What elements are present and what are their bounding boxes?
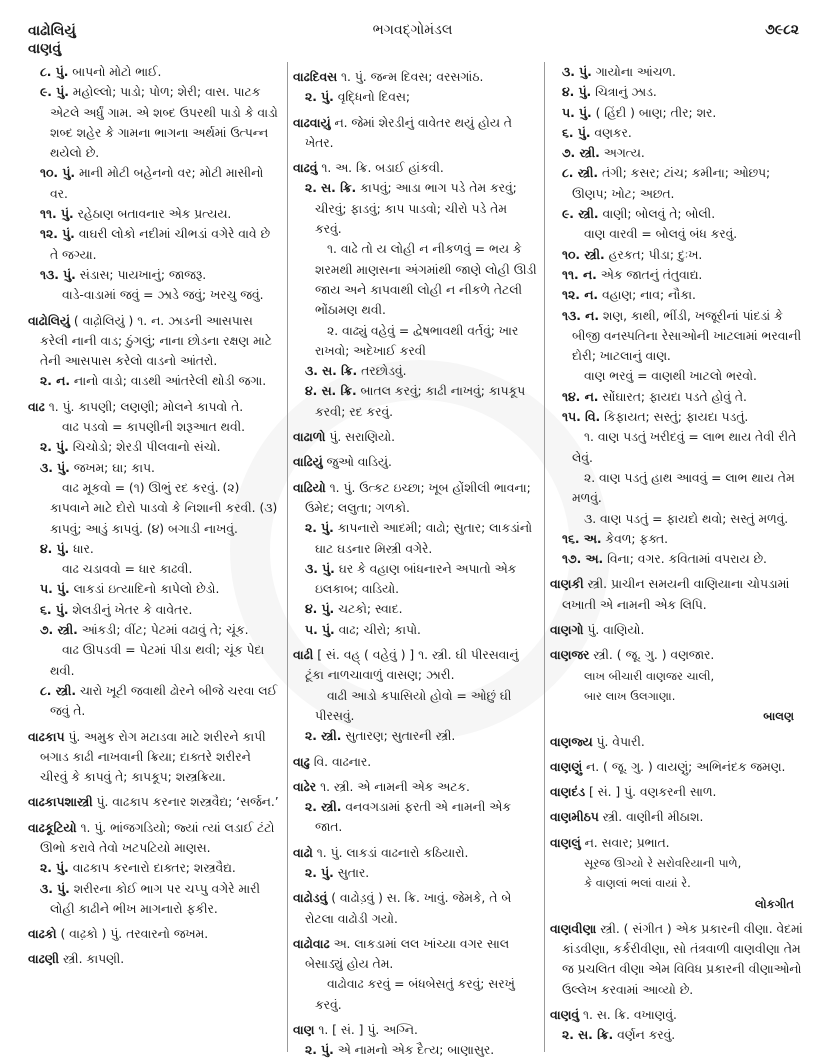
definition-text: શેલડીનું ખેતર કે વાવેતર. [68,602,193,617]
sense-label: ૯. પું. [40,85,69,100]
definition-text: વાઢ ચડાવવો = ધાર કાઢવી. [62,562,193,577]
dictionary-entry [293,478,537,519]
dictionary-entry [550,645,804,665]
sense-label: ૧૧. ન. [562,267,597,282]
definition-text: બાર લાખ ઉલગાણા. [584,688,676,703]
sense-line [293,599,537,619]
sense-label: ૧૦. પું. [40,166,76,181]
definition-text: એ નામનો એક દૈત્ય; બાણાસુર. [333,1043,495,1058]
sense-line [293,726,537,746]
sense-label: ૨. સ. ક્રિ. [305,181,357,196]
sense-label: ૩. પું. [305,561,335,576]
sense-label: ૭. સ્ત્રી. [40,623,78,638]
headword: વાઢવું [293,161,318,176]
sense-label: ૪. પું. [40,541,70,556]
definition-text: વાણ વારવી = બોલવું બંધ કરવું. [584,227,738,242]
column-2 [293,62,537,1061]
sense-line [550,245,804,265]
definition-text: ૧. પું. જન્મ દિવસ; વરસગાંઠ. [337,70,484,84]
headword: વાણલું [550,835,581,850]
dictionary-entry [293,113,537,154]
dictionary-entry [293,934,537,975]
dictionary-entry [293,752,537,772]
dictionary-entry [28,924,282,944]
page-number: ૭૯૮૨ [765,22,799,38]
definition-text: પું. વેપારી. [592,734,645,749]
definition-text: કાપવું; આડા ભાગ પડે તેમ કરવું; ચીરવું; ફાડવું; કાપ પાડવો; ચીરો પડે તેમ કરવું. [315,181,517,237]
headword: વાઢકૂટિયો [28,820,77,835]
definition-text: વાણી; બોલવું તે; બોલી. [598,207,716,222]
sense-line [550,62,804,82]
sense-line [28,620,282,640]
example-line [293,974,537,1015]
dictionary-entry [293,427,537,447]
example-line [550,224,804,244]
headword: વાણવીણા [550,921,597,936]
definition-text: અગત્ય. [599,146,645,161]
sense-line [28,858,282,878]
definition-text: તરછોડવું. [357,364,407,379]
definition-text: એક જાતનું તંતુવાદ્ય. [596,267,703,282]
sense-label: ૮. સ્ત્રી. [562,166,599,181]
definition-text: કે વાણલાં ભલાં વાયાં રે. [584,876,691,891]
sense-line [293,559,537,600]
definition-text: ૧. સ્ત્રી. એ નામની એક અટક. [316,779,470,794]
sense-line [550,549,804,569]
sense-line [28,224,282,265]
verse-line [550,666,804,686]
definition-text: વહાણ; નાવ; નૌકા. [598,288,696,303]
definition-text: વાઢ; ચીરો; કાપો. [334,622,421,637]
definition-text: માની મોટી બહેનનો વર; મોટી માસીનો વર. [50,166,264,201]
sense-line [28,82,282,163]
definition-text: ૧. વાણ પડતું ખરીદવું = લાભ થાય તેવી રીતે લેવું. [572,430,797,465]
definition-text: શરીરના કોઈ ભાગ પર ચપ્પુ વગેરે મારી લોહી કાઢીને ભીખ માગનારો ફકીર. [50,881,260,916]
definition-text: ( વાઢોડ઼વું ) સ. ક્રિ. ખાવું. જેમકે, તે બે રોટલા વાઢોડી ગયો. [305,891,512,926]
sense-line [550,1025,804,1045]
sense-line [28,371,282,391]
headword: વાણવું [550,1008,580,1023]
sense-label: ૧૩. ન. [562,308,600,323]
sense-line [28,163,282,204]
definition-text: વાણ ભરવું = વાણથી ખાટલો ભરવો. [584,369,757,384]
sense-line [550,407,804,427]
sense-label: ૫. પું. [40,582,70,597]
dictionary-entry [28,792,282,812]
definition-text: મહોલ્લો; પાડો; પોળ; શેરી; વાસ. પાટક એટલે અર્ધું ગામ. એ શબ્દ ઉપરથી પાડો કે વાડો શબ્દ શહેર કે ગામના ભાગના અર્થમાં ઉત્પન્ન થયેલો છે. [50,85,278,161]
definition-text: ( વાઢ઼કો ) પું. તરવારનો જખમ. [56,927,209,942]
definition-text: સોંઘારત; ફાયદા પડતે હોવું તે. [598,389,747,404]
definition-text: સુતાર. [333,865,370,880]
sense-label: ૩. પું. [40,460,70,475]
definition-text: ચારો ખૂટી જવાથી ઢોરને બીજે ચરવા લઈ જવું તે. [50,683,278,719]
sense-line [550,82,804,102]
verse-source [550,894,804,914]
definition-text: સ્ત્રી. વાણીની મીઠાશ. [598,810,704,825]
headword: વાઢિયું [293,455,323,470]
dictionary-entry [550,807,804,827]
definition-text: લાકડાં ઇત્યાદિનો કાપેલો છેડો. [69,582,220,597]
definition-text: બાલણ [763,709,794,724]
definition-text: ૧. સ. ક્રિ. વખાણવું. [579,1008,677,1023]
definition-text: પું. અમુક રોગ મટાડવા માટે શરીરને કાપી બગાડ કાઢી નાખવાની ક્રિયા; દાક્તરે શરીરને ચીરવું કે કાપવું તે; કાપકૂપ; શસ્ત્રક્રિયા. [40,729,266,785]
definition-text: સ્ત્રી. ( જૂ. ગુ. ) વણજાર. [589,648,715,663]
definition-text: ઘર કે વહાણ બાંધનારને અપાતો એક ઇલકાબ; વાડિયો. [315,561,517,597]
dictionary-entry [550,919,804,1000]
headword: વાઢોવાઢ [293,936,330,951]
definition-text: ન. ( જૂ. ગુ. ) વાયણું; અભિનંદક જમણ. [582,759,786,774]
definition-text: વાઢી આડો કપાસિયો હોવો = ઓછું ઘી પીરસવું. [315,688,512,723]
definition-text: ચિત્રાનું ઝાડ. [591,85,657,100]
sense-label: ૧૭. અ. [562,552,604,567]
sense-label: ૧૬. અ. [562,531,602,546]
definition-text: ૧. [ સં. ] પું. અગ્નિ. [314,1023,418,1038]
dictionary-entry [293,67,537,87]
definition-text: સ્ત્રી. કાપણી. [59,952,125,967]
definition-text: વર્ણન કરવું. [613,1028,676,1043]
definition-text: જખમ; ઘા; કાપ. [69,460,155,475]
definition-text: ૩. વાણ પડતું = ફાયદો થવો; સસ્તું મળવું. [584,511,789,526]
sense-label: ૨. પું. [305,1043,334,1058]
sense-label: ૮. સ્ત્રી. [40,683,77,698]
sense-label: ૩. સ. ક્રિ. [305,364,358,379]
sense-line [293,87,537,107]
sense-label: ૫. પું. [562,105,592,120]
dictionary-entry [550,732,804,752]
example-line [293,686,537,727]
dictionary-entry [293,452,537,472]
definition-text: બાતલ કરવું; કાઢી નાખવું; કાપકૂપ કરવી; રદ કરવું. [315,384,526,419]
definition-text: જુઓ વાડિયું. [322,455,392,470]
sense-line [28,579,282,599]
headword: વાઢોલિયું [28,313,71,328]
dictionary-entry [28,727,282,788]
dictionary-entry [28,949,282,969]
sense-line [550,285,804,305]
headword: વાઢદિવસ [293,70,338,84]
dictionary-entry [293,843,537,863]
dictionary-entry [28,818,282,859]
headword: વાણજ્ય [550,734,593,749]
definition-text: વિ. વાઢનાર. [309,754,372,769]
sense-label: ૩. પું. [562,65,592,79]
sense-line [550,143,804,163]
definition-text: કેવળ; ફક્ત. [601,531,668,546]
sense-label: ૬. પું. [40,602,69,617]
dictionary-entry [28,397,282,417]
headword: વાણગો [550,623,584,638]
headword: વાણદંડ [550,785,586,800]
definition-text: ૧. પું. કાપણી; લણણી; મોલને કાપવો તે. [44,399,244,414]
definition-text: સ્ત્રી. ( સંગીત ) એક પ્રકારની વીણા. વેદમાં કાંડવીણા, કર્કરીવીણા, સો તંત્રવાળી વાણવીણા તેમ જ પ્રચલિત વીણા એમ વિવિધ પ્રકારની વીણાઓનો ઉલ્લેખ કરવામાં આવ્યો છે. [562,921,803,997]
sense-label: ૨. સ્ત્રી. [305,800,342,815]
definition-text: ( વાઢ઼ોલિયું ) ૧. ન. ઝાડની આસપાસ કરેલી નાની વાડ; ઠુંગલું; નાના છોડના રક્ષણ માટે તેની આસપાસ કરેલો વાડનો આંતરો. [40,313,272,369]
definition-text: હરકત; પીડા; દુઃખ. [604,247,703,262]
definition-text: કિફાયત; સસ્તું; ફાયદા પડતું. [600,410,749,425]
sense-label: ૨. પું. [305,90,334,105]
sense-line [293,178,537,239]
definition-text: ૧. પું. લાકડાં વાઢનારો કઠિયારો. [312,845,469,860]
definition-text: વાઘરી લોકો નદીમાં ચીભડાં વગેરે વાવે છે તે જગ્યા. [50,227,270,262]
example-line [28,559,282,579]
verse-source [550,706,804,726]
sense-label: ૬. પું. [562,125,591,140]
definition-text: ન. જેમાં શેરડીનું વાવેતર થયું હોય તે ખેતર. [305,115,512,150]
definition-text: કાપનારો આદમી; વાઢો; સુતાર; લાકડાંનો ઘાટ ઘડનાર મિસ્ત્રી વગેરે. [315,521,533,556]
dictionary-entry [550,1005,804,1025]
headword: વાઢકાપ [28,729,65,744]
column-3 [550,62,804,1046]
sense-line [550,529,804,549]
sense-label: ૯. સ્ત્રી. [562,207,599,222]
definition-text: ( હિંદી ) બાણ; તીર; શર. [591,105,717,120]
definition-text: તંગી; કસર; ટાંચ; કમીના; ઓછપ; ઊણપ; ખોટ; અછત. [572,166,771,201]
definition-text: સ્ત્રી. પ્રાચીન સમયની વાણિયાના ચોપડામાં લખાતી એ નામની એક લિપિ. [562,577,790,612]
sense-label: ૧૪. ન. [562,389,599,404]
example-line [28,417,282,437]
headword: વાઢ [28,399,45,414]
example-line [550,509,804,529]
definition-text: લોકગીત [755,896,794,911]
dictionary-entry [293,1020,537,1040]
guide-word-last: વાણવું [28,41,62,57]
dictionary-entry [293,888,537,929]
definition-text: વાઢ પડવો = કાપણીની શરૂઆત થવી. [62,420,246,435]
definition-text: વાઢોવાઢ કરવું = બંધબેસતું કરવું; સરખું કરવું. [315,977,515,1012]
headword: વાઢકાપશાસ્ત્રી [28,795,93,810]
definition-text: ચિચોડો; શેરડી પીલવાનો સંચો. [68,440,221,455]
sense-line [28,265,282,285]
example-line [550,366,804,386]
sense-label: ૨. પું. [40,440,69,455]
headword: વાઢિયો [293,480,326,495]
dictionary-entry [550,782,804,802]
definition-text: વાઢકાપ કરનારો દાક્તર; શસ્ત્રવૈદ્ય. [68,861,236,876]
definition-text: નાનો વાડો; વાડથી આંતરેલી થોડી જગા. [70,374,267,389]
sense-line [28,600,282,620]
headword: વાઢકો [28,927,57,942]
verse-line [550,686,804,706]
sense-line [28,539,282,559]
definition-text: પું. વાઢકાપ કરનાર શસ્ત્રવૈદ્ય; ‘સર્જન.’ [92,795,279,810]
sense-line [550,163,804,204]
definition-text: ૧. વાઢે તો ય લોહી ન નીકળવું = ભય કે શરમથી માણસના અંગમાંથી જાણે લોહી ઊડી જાય અને કાપવાથી લોહી ન નીકળે તેટલી ભોંઠામણ થવી. [315,242,537,318]
example-line [293,239,537,320]
sense-label: ૨. સ્ત્રી. [305,729,342,744]
headword: વાઢી [293,648,314,663]
definition-text: ૨. વાણ પડતું હાથ આવવું = લાભ થાય તેમ મળવું. [572,470,795,506]
sense-line [293,518,537,559]
definition-text: આંકડી; વીંટ; પેટમાં વઢાવું તે; ચૂંક. [77,623,249,638]
sense-label: ૫. પું. [305,622,335,637]
guide-word-first: વાઢોલિયું [28,23,76,39]
sense-label: ૧૨. ન. [562,288,599,303]
headword: વાઢાળો [293,430,326,445]
headword: વાઢવાયું [293,115,331,130]
definition-text: ૨. વાઢ્યું વહેવું = દ્વેષભાવથી વર્તવું; ખાર રાખવો; અદેખાઈ કરવી [315,323,519,358]
column-1 [28,62,282,970]
headword: વાણણું [550,759,583,774]
dictionary-entry [550,620,804,640]
sense-label: ૨. પું. [305,521,334,536]
definition-text: [ સં. ] પું. વણકરની સાળ. [585,785,717,800]
definition-text: બાપનો મોટો ભાઈ. [68,65,162,79]
definition-text: ૧. પું. ઉત્કટ ઇચ્છા; ખૂબ હોંશીલી ભાવના; ઉમેદ; લલુતા; ગળકો. [305,480,531,515]
definition-text: ધાર. [69,541,94,556]
definition-text: પું. વાણિયો. [583,623,645,638]
sense-label: ૧૩. પું. [40,267,76,282]
sense-label: ૨. સ. ક્રિ. [562,1028,614,1043]
sense-line [28,879,282,920]
headword: વાઢોડવું [293,891,328,906]
definition-text: રહેઠાણ બતાવનાર એક પ્રત્યય. [73,207,232,222]
sense-line [28,204,282,224]
definition-text: વિના; વગર. કવિતામાં વપરાય છે. [603,552,767,567]
dictionary-entry [293,158,537,178]
definition-text: વાડે-વાડામાં જવું = ઝાડે જવું; ખરચુ જવું. [62,288,264,303]
definition-text: વાઢ ઊપડવી = પેટમાં પીડા થવી; ચૂંક પેદા થવી. [50,643,265,678]
sense-line [550,204,804,224]
definition-text: ૧. અ. ક્રિ. બડાઈ હાંકવી. [317,161,444,176]
definition-text: શણ, કાથી, ભીંડી, ખજૂરીનાં પાંદડાં કે બીજી વનસ્પતિના રેસાઓની ખાટલામાં ભરવાની દોરી; ખાટલાનું વાણ. [572,308,802,364]
sense-label: ૮. પું. [40,65,69,79]
sense-label: ૧૧. પું. [40,207,74,222]
column-divider [544,62,545,1052]
headword: વાઢેર [293,779,317,794]
definition-text: સંડાસ; પાયખાનું; જાજરૂ. [75,267,207,282]
sense-label: ૨. ન. [40,374,71,389]
sense-line [28,681,282,722]
definition-text: વણકર. [590,125,632,140]
sense-line [550,103,804,123]
headword: વાણકી [550,577,584,592]
sense-line [293,863,537,883]
sense-label: ૨. પું. [305,865,334,880]
definition-text: અ. લાકડામાં લલ ખાંચ્યા વગર સાલ બેસાડ્યું હોય તેમ. [305,936,510,972]
sense-line [293,797,537,838]
definition-text: વનવગડામાં ફરતી એ નામની એક જાત. [315,800,511,835]
sense-line [293,1040,537,1060]
definition-text: ચટકો; સ્વાદ. [334,602,403,617]
sense-line [293,620,537,640]
headword: વાઢો [293,845,313,860]
sense-label: ૧૫. વિ. [562,410,601,425]
definition-text: પું. સરાણિયો. [325,430,396,445]
sense-line [28,62,282,82]
sense-line [550,123,804,143]
definition-text: લાખ બીચારી વાણજર ચાલી, [584,668,715,683]
sense-label: ૪. પું. [305,602,335,617]
column-divider [287,62,288,1052]
definition-text: [ સં. વહ્ ( વહેવું ) ] ૧. સ્ત્રી. ઘી પીરસવાનું ટૂંકા નાળચાવાળું વાસણ; ઝારી. [305,648,519,683]
dictionary-entry [28,311,282,372]
headword: વાઢણી [28,952,60,967]
definition-text: સૂરજ ઊગ્યો રે સરોવરિયાની પાળે, [584,855,742,870]
headword: વાણજર [550,648,590,663]
definition-text: સુતારણ; સુતારની સ્ત્રી. [341,729,456,744]
dictionary-entry [293,777,537,797]
sense-label: ૨. પું. [40,861,69,876]
example-line [293,321,537,362]
verse-line [550,853,804,873]
example-line [28,478,282,539]
example-line [28,285,282,305]
dictionary-entry [550,833,804,853]
headword: વાણમીઠપ [550,810,599,825]
sense-label: ૭. સ્ત્રી. [562,146,600,161]
definition-text: ગાયોના આંચળ. [591,65,676,79]
sense-label: ૪. સ. ક્રિ. [305,384,357,399]
sense-line [28,437,282,457]
sense-label: ૪. પું. [562,85,592,100]
dictionary-entry [550,757,804,777]
sense-label: ૧૨. પું. [40,227,75,242]
example-line [550,468,804,509]
definition-text: વાઢ મૂકવો = (૧) ઊભું રદ કરવું. (૨) કાપવાને માટે દોરો પાડવો કે નિશાની કરવી. (૩) કાપવું; આડું કાપવું. (૪) બગાડી નાખવું. [50,480,278,536]
definition-text: ૧. પું. ભાંજગડિયો; જ્યાં ત્યાં લડાઈ ટંટો ઊભો કરાવે તેવો ખટપટિયો માણસ. [40,820,275,855]
sense-line [550,265,804,285]
example-line [550,427,804,468]
sense-line [293,361,537,381]
headword: વાણ [293,1023,315,1038]
definition-text: ન. સવાર; પ્રભાત. [580,835,670,850]
verse-line [550,873,804,893]
sense-line [293,381,537,422]
definition-text: વૃદ્ધિનો દિવસ; [333,90,410,105]
sense-label: ૩. પું. [40,881,70,896]
book-title: ભગવદ્ગોમંડલ [372,22,453,38]
sense-line [28,458,282,478]
dictionary-entry [293,645,537,686]
headword: વાઢુ [293,754,310,769]
sense-label: ૧૦. સ્ત્રી. [562,247,605,262]
example-line [28,640,282,681]
dictionary-entry [550,574,804,615]
sense-line [550,306,804,367]
sense-line [550,387,804,407]
